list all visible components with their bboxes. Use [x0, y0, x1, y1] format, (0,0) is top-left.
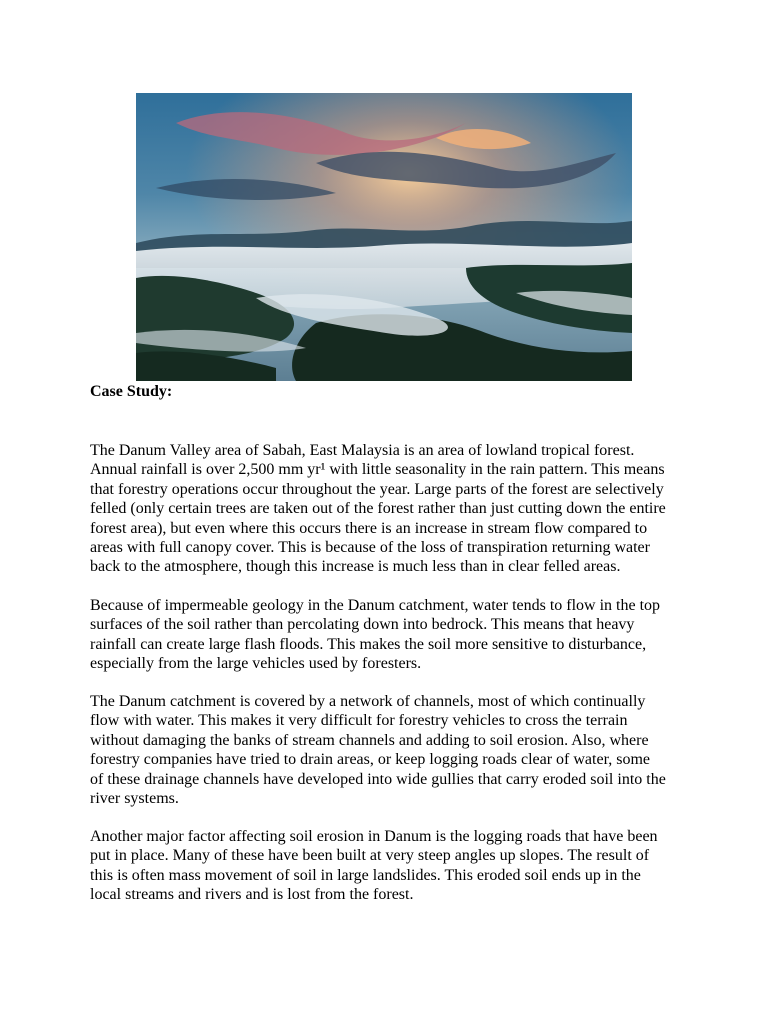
paragraph-line: that forestry operations occur throughout the year. Large parts of the forest are selectively [90, 480, 664, 498]
paragraph-line: forestry companies have tried to drain areas, or keep logging roads clear of water, some [90, 751, 651, 769]
paragraph-line: forest area), but even where this occurs there is an increase in stream flow compared to [90, 519, 648, 537]
paragraph-line: surfaces of the soil rather than percolating down into bedrock. This means that heavy [90, 616, 635, 634]
paragraph-line: Annual rainfall is over 2,500 mm yr¹ with little seasonality in the rain pattern. This means [90, 461, 665, 479]
paragraph-line: rainfall can create large flash floods. This makes the soil more sensitive to disturbance, [90, 635, 647, 653]
paragraph-4 [90, 827, 690, 905]
paragraph-line: flow with water. This makes it very difficult for forestry vehicles to cross the terrain [90, 712, 628, 730]
paragraph-2 [90, 596, 690, 674]
paragraph-line: The Danum Valley area of Sabah, East Malaysia is an area of lowland tropical forest. [90, 442, 635, 459]
paragraph-line: Another major factor affecting soil erosion in Danum is the logging roads that have been [90, 828, 658, 845]
paragraph-line: back to the atmosphere, though this increase is much less than in clear felled areas. [90, 558, 621, 576]
paragraph-line: put in place. Many of these have been built at very steep angles up slopes. The result of [90, 847, 650, 865]
forest-valley-illustration [136, 93, 632, 381]
paragraph-line: felled (only certain trees are taken out of the forest rather than just cutting down the entire [90, 500, 666, 518]
paragraph-line: without damaging the banks of stream channels and adding to soil erosion. Also, where [90, 731, 649, 749]
paragraph-line: The Danum catchment is covered by a network of channels, most of which continually [90, 693, 646, 710]
paragraph-line: Because of impermeable geology in the Danum catchment, water tends to flow in the top [90, 597, 661, 614]
paragraph-line: river systems. [90, 790, 179, 808]
forest-valley-photo [136, 93, 632, 381]
paragraph-line: areas with full canopy cover. This is because of the loss of transpiration returning water [90, 539, 650, 557]
case-study-heading: Case Study: [90, 383, 173, 400]
paragraph-line: of these drainage channels have developed into wide gullies that carry eroded soil into the [90, 770, 666, 788]
paragraph-3 [90, 692, 690, 808]
paragraph-line: local streams and rivers and is lost from the forest. [90, 886, 414, 904]
paragraph-line: especially from the large vehicles used by foresters. [90, 655, 422, 673]
paragraph-line: this is often mass movement of soil in large landslides. This eroded soil ends up in the [90, 866, 641, 884]
paragraph-1 [90, 441, 690, 577]
